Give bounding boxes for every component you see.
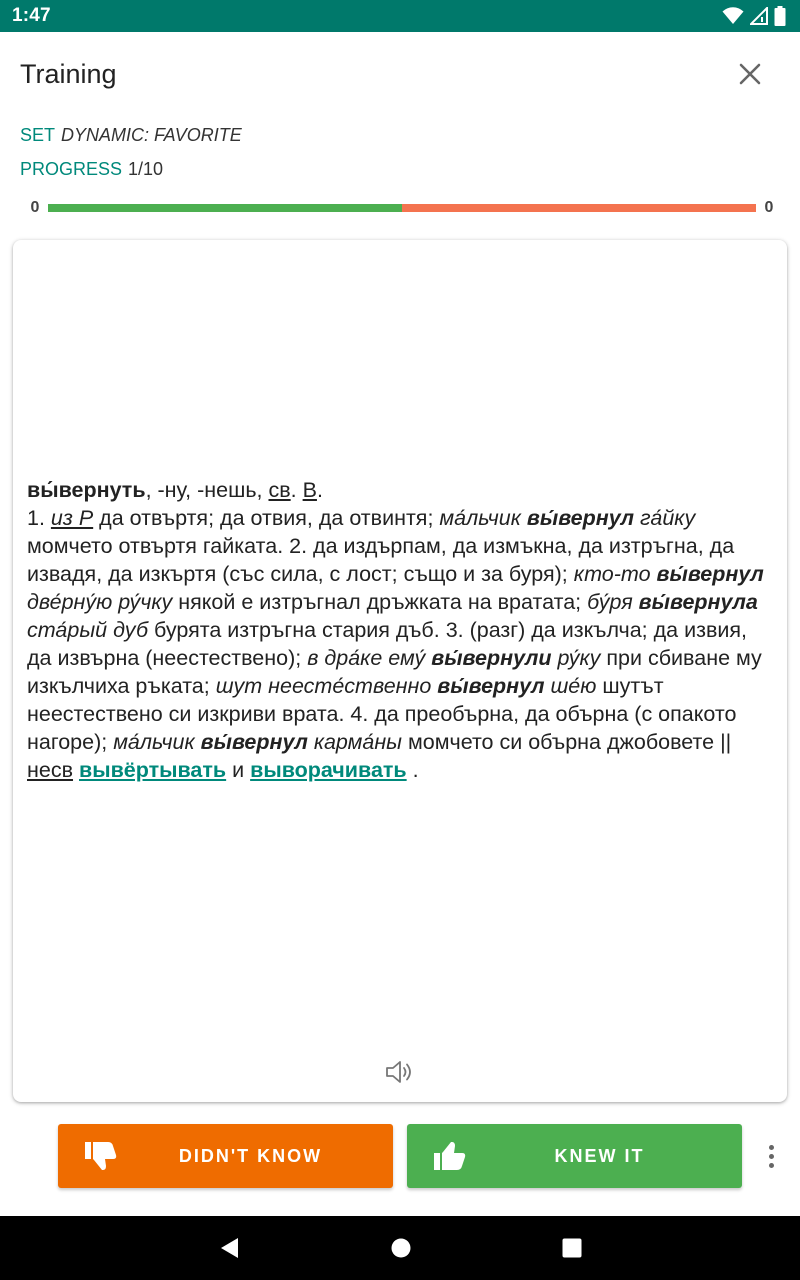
governance-label: из Р: [50, 506, 94, 530]
headword: вы́вернуть: [27, 478, 146, 502]
set-value: DYNAMIC: FAVORITE: [61, 125, 242, 145]
entry-text-part: момчето отвъртя гайката. 2. да издърпам, да измъкна, да изтръгна, да извадя, да изкъртя (със сила, с лост; също и за буря);: [27, 534, 735, 586]
progress-value: 1/10: [128, 159, 164, 179]
example-headword: вы́вернули: [431, 646, 552, 670]
entry-text-part: бурята изтръгна стария дъб. 3. (разг) да изкълча; да извия, да извърна (неестествено);: [27, 618, 748, 670]
entry-text-part: .: [316, 478, 323, 502]
case-label: В: [302, 478, 317, 502]
link-vyvertyvat[interactable]: вывёртывать: [79, 758, 227, 782]
didnt-know-label: DIDN'T KNOW: [178, 1145, 323, 1166]
thumbs-up-icon: [433, 1140, 467, 1172]
recents-icon[interactable]: [560, 1236, 584, 1260]
set-label: SET: [20, 125, 56, 145]
progress-row: [20, 159, 163, 180]
status-time: 1:47: [12, 5, 51, 26]
example-text: ста́рый дуб: [27, 618, 149, 642]
example-headword: вы́вернул: [526, 506, 635, 530]
wifi-icon: [722, 7, 744, 25]
set-row: [20, 125, 242, 146]
back-icon[interactable]: [218, 1236, 242, 1260]
entry-text: [27, 476, 777, 784]
entry-text-part: някой е изтръгнал дръжката на вратата;: [172, 590, 588, 614]
status-bar: [0, 0, 800, 32]
entry-text-part: .: [406, 758, 419, 782]
example-headword: вы́вернул: [437, 674, 545, 698]
progress-bar: [48, 204, 756, 212]
entry-text-part: да отвъртя; да отвия, да отвинтя;: [93, 506, 440, 530]
nesv-label: несв: [27, 758, 74, 782]
knew-it-label: KNEW IT: [554, 1145, 645, 1166]
entry-text-part: шутът неестествено си изкриви врата. 4. да преобърна, да обърна (с опакото нагоре);: [27, 674, 737, 754]
example-headword: вы́вернул: [200, 730, 308, 754]
didnt-know-button[interactable]: [58, 1124, 393, 1188]
example-text: га́йку: [634, 506, 696, 530]
entry-forms: , -ну, -нешь,: [145, 478, 269, 502]
progress-known-segment: [48, 204, 402, 212]
unknown-count: 0: [764, 199, 774, 216]
page-title: Training: [20, 58, 117, 89]
example-text: в дра́ке ему́: [307, 646, 432, 670]
link-vyvorachivat[interactable]: выворачивать: [250, 758, 407, 782]
flashcard[interactable]: [13, 240, 787, 1102]
more-dot-icon: [769, 1154, 774, 1159]
entry-text-part: момчето си обърна джобовете ||: [402, 730, 732, 754]
entry-text-part: .: [290, 478, 303, 502]
aspect-label: св: [268, 478, 291, 502]
home-icon[interactable]: [389, 1236, 413, 1260]
entry-text-part: и: [226, 758, 251, 782]
known-count: 0: [30, 199, 40, 216]
knew-it-button[interactable]: [407, 1124, 742, 1188]
example-text: ше́ю: [544, 674, 597, 698]
close-button[interactable]: [730, 54, 770, 94]
example-headword: вы́вернула: [638, 590, 758, 614]
status-icons: [722, 6, 786, 26]
example-text: карма́ны: [307, 730, 402, 754]
dictionary-entry: [27, 476, 777, 784]
signal-icon: [750, 7, 768, 25]
more-options-button[interactable]: [758, 1138, 784, 1174]
thumbs-down-icon: [84, 1140, 118, 1172]
example-headword: вы́вернул: [656, 562, 764, 586]
progress-label: PROGRESS: [20, 159, 123, 179]
more-dot-icon: [769, 1145, 774, 1150]
battery-icon: [774, 6, 786, 26]
example-text: ма́льчик: [113, 730, 201, 754]
entry-text-part: 1.: [27, 506, 51, 530]
example-text: шут неесте́ственно: [215, 674, 438, 698]
example-text: ма́льчик: [439, 506, 527, 530]
example-text: бу́ря: [587, 590, 639, 614]
example-text: две́рну́ю ру́чку: [27, 590, 173, 614]
progress-indicator: [26, 196, 778, 220]
example-text: ру́ку: [551, 646, 601, 670]
more-dot-icon: [769, 1163, 774, 1168]
speaker-icon: [385, 1059, 415, 1085]
speaker-button[interactable]: [385, 1058, 415, 1086]
example-text: кто-то: [573, 562, 657, 586]
entry-text-part: при сбиване му изкълчиха ръката;: [27, 646, 762, 698]
progress-unknown-segment: [402, 204, 756, 212]
navigation-bar: [0, 1216, 800, 1280]
app-bar: [0, 32, 800, 116]
close-icon: [739, 63, 761, 85]
